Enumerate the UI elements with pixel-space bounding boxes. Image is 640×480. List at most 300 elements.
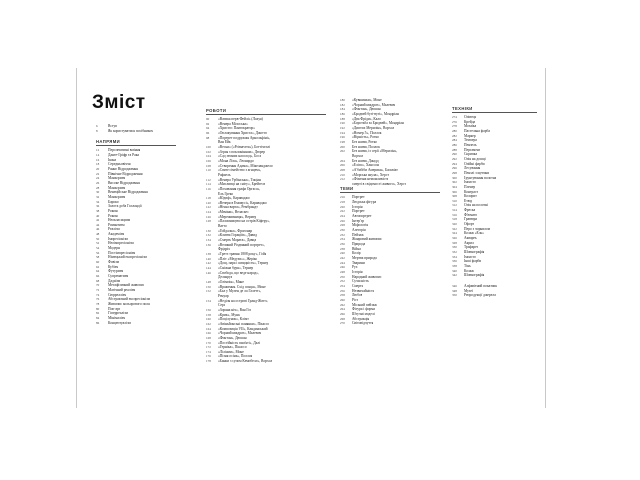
- entry-title: Пастельна фарба: [464, 128, 490, 133]
- entry-title: «Юдиф», Караваджо: [218, 196, 250, 201]
- page-number: 228: [340, 223, 345, 228]
- page-number: 76: [96, 297, 100, 302]
- entry-title: Без назви, із серії «Мерилін»,: [352, 149, 398, 154]
- entry-title: «Фонтан», Дюшан: [352, 107, 381, 112]
- page-number: 142: [206, 261, 211, 266]
- toc-column-4: [452, 106, 537, 298]
- entry-title: «Гойдалка», Фрагонар: [218, 228, 253, 233]
- page-number: 232: [340, 232, 345, 237]
- section-heading: РОБОТИ: [206, 108, 326, 115]
- entry-title: «Кувшинки», Моне: [352, 98, 382, 102]
- page-number: 122: [206, 205, 211, 210]
- entry-title: Абстрактний експресіонізм: [108, 297, 150, 302]
- page-number: 34: [96, 199, 100, 204]
- page-number: 200: [340, 144, 345, 149]
- page-number: 302: [452, 180, 457, 185]
- page-number: 204: [340, 158, 345, 163]
- page-number: 138: [206, 252, 211, 257]
- page-number: 220: [340, 204, 345, 209]
- entry-title: Гравюра: [464, 217, 478, 222]
- page-number: 180: [340, 98, 345, 102]
- entry-title: «Третє травня 1808 року», Гойя: [218, 252, 267, 257]
- page-number: 224: [340, 214, 345, 219]
- entry-title: Війна: [352, 246, 361, 251]
- page-number: 322: [452, 226, 457, 231]
- entry-title: Венеційське Відродження: [108, 190, 148, 195]
- entry-title: Портрет: [352, 195, 365, 200]
- entry-title: Ренуар: [218, 293, 229, 298]
- page-number: 172: [206, 345, 211, 350]
- entry-title: Вступ: [108, 124, 118, 128]
- entry-title: «Номер 5», Поллок: [352, 130, 382, 135]
- page-number: 350: [452, 293, 457, 298]
- page-number: 270: [340, 321, 345, 326]
- entry-title: «Венера Урбінська», Тиціан: [218, 177, 261, 182]
- entry-title: Модерн: [108, 246, 120, 251]
- entry-title: Рококо: [108, 208, 119, 213]
- page-number: 58: [96, 255, 100, 260]
- page-number: 150: [206, 284, 211, 289]
- entry-title: Музеї: [464, 288, 473, 293]
- entry-title: Колір: [352, 251, 361, 256]
- entry-title: «Ватика перв-Фейлі» (Лахуя): [218, 117, 263, 121]
- page-number: 110: [206, 168, 211, 173]
- toc-entry: [340, 321, 440, 326]
- entry-title: «Бродвей бугі-вугі», Мондріан: [352, 111, 399, 116]
- entry-title: Сера: [218, 303, 226, 308]
- entry-title: Смерть: [352, 283, 364, 288]
- entry-title: «Боротьба за Бродвей», Мондріан: [352, 121, 404, 126]
- page-number: 156: [206, 307, 211, 312]
- page-number: 248: [340, 269, 345, 274]
- entry-title: Незвичайність: [352, 288, 375, 293]
- page-number: 22: [96, 171, 100, 176]
- page-number: 246: [340, 265, 345, 270]
- section-heading: ТЕХНІКИ: [452, 106, 537, 113]
- entry-title: Раннє Відродження: [108, 166, 138, 171]
- entry-title: «Мисливці на снігу», Брейгель: [218, 182, 266, 187]
- page-number: 324: [452, 231, 457, 236]
- page-number: 284: [452, 138, 457, 143]
- entry-title: Історія: [352, 269, 363, 274]
- page-number: 20: [96, 166, 100, 171]
- entry-title: Рух: [352, 265, 358, 270]
- page-number: 60: [96, 260, 100, 265]
- page-number: 212: [340, 177, 345, 182]
- page-number: 126: [206, 214, 211, 219]
- entry-title: «Чорний квадрат», Малевич: [352, 102, 396, 107]
- toc-entry: [96, 321, 176, 326]
- entry-title: «Клятва Гораціїв», Давид: [218, 233, 258, 238]
- entry-title: Високе Відродження: [108, 180, 140, 185]
- entry-title: «Фонтан», Дюшан: [218, 335, 247, 340]
- page-number: 16: [96, 157, 100, 162]
- page-number: 234: [340, 237, 345, 242]
- entry-title: Контраст: [464, 189, 479, 194]
- entry-title: Імпасто: [464, 180, 476, 185]
- page-number: 340: [452, 268, 457, 273]
- entry-title: Репродукції джерела: [464, 293, 496, 298]
- page-number: 256: [340, 288, 345, 293]
- page-number: 338: [452, 264, 457, 268]
- entry-title: Штучні моделі: [352, 311, 375, 316]
- entry-title: «Зоряна ніч», Ван Гог: [218, 307, 252, 312]
- page-number: 292: [452, 156, 457, 161]
- page-number: 66: [96, 274, 100, 279]
- entry-title: Пензлі з щетини: [464, 170, 490, 175]
- page-number: 260: [340, 297, 345, 302]
- entry-title: Північне Відродження: [108, 171, 143, 176]
- entry-title: «Смерть Марата», Давид: [218, 238, 257, 243]
- page-number: 198: [340, 139, 345, 144]
- entry-title: Делакруа: [218, 275, 233, 280]
- entry-title: Академізм: [108, 232, 125, 237]
- page-number: 112: [206, 177, 211, 182]
- page-number: 196: [340, 135, 345, 140]
- page-number: 84: [96, 315, 100, 320]
- page-number: 144: [206, 266, 211, 270]
- page-number: 116: [206, 186, 211, 191]
- page-number: 236: [340, 242, 345, 247]
- entry-title: «Вечеря в Еммаусі», Караваджо: [218, 200, 267, 205]
- page-number: 86: [96, 320, 100, 325]
- entry-title: «Бал у Мулен де ла Галетт»,: [218, 289, 262, 294]
- entry-title: Пейзаж: [352, 232, 364, 237]
- entry-title: «Герніка», Пікассо: [218, 345, 247, 350]
- page-number: 216: [340, 195, 345, 200]
- entry-title: «Пліт «Медузи»», Жеріко: [218, 256, 258, 261]
- page-number: 178: [206, 359, 211, 364]
- entry-title: «Фізична неможливість: [352, 177, 389, 182]
- entry-title: Історія: [352, 204, 363, 209]
- entry-title: «Сніжна буря», Тернер: [218, 266, 254, 270]
- entry-title: Світовідчуття: [352, 321, 374, 326]
- entry-title: «Морська акула», Херст: [352, 172, 389, 177]
- page-number: 158: [206, 312, 211, 317]
- page-number: 202: [340, 149, 345, 154]
- page-number: 168: [206, 335, 211, 340]
- entry-title: «Зграя з поклонінням», Дюрер: [218, 149, 266, 154]
- page-number: 290: [452, 152, 457, 157]
- entry-title: Рафаель: [218, 172, 231, 177]
- page-number: 24: [96, 176, 100, 181]
- entry-title: Маньєризм: [108, 176, 126, 181]
- entry-title: Магічний реалізм: [108, 288, 136, 292]
- page-number: 206: [340, 163, 345, 168]
- entry-title: «Мона Ліза», Леонардо: [218, 158, 254, 163]
- page-number: 240: [340, 251, 345, 256]
- entry-title: «Христос Пантократор»: [218, 126, 256, 131]
- page-number: 72: [96, 288, 100, 292]
- entry-title: Без назви, Поллок: [352, 144, 380, 149]
- entry-title: «Оплакування Христа», Джотто: [218, 130, 268, 135]
- entry-title: «Сад земних насолод», Босх: [218, 154, 262, 159]
- entry-title: Середньовіччя: [108, 162, 131, 167]
- entry-title: Перо з чорнилом: [464, 226, 491, 231]
- entry-title: Офорт: [464, 222, 475, 227]
- page-number: 190: [340, 121, 345, 126]
- entry-title: Фовізм: [108, 260, 119, 265]
- entry-title: Імпресіонізм: [108, 236, 128, 241]
- page-number: 132: [206, 233, 211, 238]
- page-number: 254: [340, 283, 345, 288]
- page-number: 38: [96, 208, 100, 213]
- page-number: 346: [452, 283, 457, 288]
- entry-title: Футуризм: [108, 269, 124, 274]
- page-number: 108: [206, 163, 211, 168]
- page-number: 104: [206, 154, 211, 159]
- entry-title: Лесування: [464, 166, 481, 171]
- page-number: 316: [452, 212, 457, 217]
- page-number: 62: [96, 264, 100, 269]
- toc-column-2: [206, 108, 326, 364]
- entry-title: «Еліпс», Ханссон: [352, 163, 379, 168]
- entry-title: «Композиція VII», Кандинський: [218, 326, 268, 331]
- entry-title: «Банки з супом Кемпбелл», Ворхол: [218, 359, 273, 364]
- page-number: 278: [452, 124, 457, 129]
- page-number: 294: [452, 161, 457, 166]
- page-number: 68: [96, 278, 100, 283]
- entry-title: Колорит: [464, 194, 477, 199]
- page-number: 268: [340, 316, 345, 321]
- page-number: 26: [96, 180, 100, 185]
- entry-title: Етюд: [464, 198, 473, 203]
- page-number: 170: [206, 340, 211, 345]
- entry-title: Концептуалізм: [108, 320, 131, 325]
- page-number: 18: [96, 162, 100, 167]
- entry-title: «А'бабіби Америка», Басквіат: [352, 167, 398, 172]
- entry-title: Темпера: [464, 138, 477, 143]
- page-number: 264: [340, 307, 345, 312]
- page-number: 300: [452, 175, 457, 180]
- entry-title: «Ліліями», Моне: [218, 349, 244, 354]
- page-number: 274: [452, 115, 457, 119]
- page-number: 242: [340, 256, 345, 260]
- page-number: 250: [340, 274, 345, 279]
- page-number: 188: [340, 116, 345, 121]
- page-number: 182: [340, 102, 345, 107]
- entry-title: Ворхол: [352, 153, 364, 158]
- page-number: 92: [206, 121, 210, 126]
- page-number: 288: [452, 147, 457, 152]
- page-number: 130: [206, 228, 211, 233]
- entry-title: Кубізм: [108, 264, 119, 269]
- page-number: 262: [340, 302, 345, 307]
- page-number: 30: [96, 190, 100, 195]
- page-number: 40: [96, 213, 100, 218]
- page-number: 280: [452, 128, 457, 133]
- entry-title: Імпасто: [464, 254, 476, 259]
- page-number: 320: [452, 222, 457, 227]
- page-number: 176: [206, 354, 211, 359]
- page-number: 348: [452, 288, 457, 293]
- toc-column-3: [340, 98, 440, 326]
- entry-title: «Дощ, пара і швидкість», Тернер: [218, 261, 269, 266]
- entry-title: Пергамент: [464, 147, 481, 152]
- page-number: 8: [96, 128, 98, 133]
- entry-title: Інтер'єр: [352, 218, 365, 223]
- entry-title: Шовкографія: [464, 250, 485, 255]
- page-number: 78: [96, 301, 100, 306]
- entry-title: Інші фарби: [464, 259, 482, 264]
- page-number: 74: [96, 292, 100, 297]
- entry-title: Тінь: [464, 264, 471, 268]
- page-number: 184: [340, 107, 345, 112]
- entry-title: Бароко: [108, 199, 119, 204]
- entry-title: «Весна» («Primavera»), Боттічеллі: [218, 144, 271, 149]
- entry-title: Олійні фарби: [464, 161, 485, 166]
- toc-entry: [206, 359, 326, 364]
- entry-title: «Великий Різдвяний портрет»,: [218, 242, 265, 247]
- page-number: 152: [206, 289, 211, 294]
- section-heading: ТЕМИ: [340, 186, 440, 193]
- page-number: 308: [452, 194, 457, 199]
- page-number: 96: [206, 130, 210, 135]
- toc-entry: [452, 293, 537, 298]
- page-number: 186: [340, 111, 345, 116]
- entry-title: «Олімпія», Мане: [218, 279, 244, 284]
- entry-title: Маньєризм: [108, 194, 126, 199]
- page-number: 148: [206, 279, 211, 284]
- page-number: 258: [340, 293, 345, 298]
- page-number: 106: [206, 158, 211, 163]
- entry-title: Метафізичний живопис: [108, 283, 145, 288]
- page-number: 310: [452, 198, 457, 203]
- entry-title: Маньєризм: [108, 185, 126, 190]
- entry-title: Ель Греко: [218, 191, 234, 196]
- page-number: 94: [206, 126, 210, 131]
- page-number: 238: [340, 246, 345, 251]
- section-heading: НАПРЯМИ: [96, 139, 176, 146]
- entry-title: Маркер: [464, 133, 476, 138]
- entry-title: Мінімалізм: [108, 315, 126, 320]
- entry-title: Сучасність: [352, 279, 369, 284]
- entry-title: «Поховання графа Оргаса»,: [218, 186, 261, 191]
- toc-column-1: [96, 124, 176, 325]
- entry-title: Пензель: [464, 142, 477, 147]
- entry-title: Фігура і форма: [352, 307, 376, 312]
- page-number: 98: [206, 135, 210, 140]
- entry-title: смерті в свідомості живого», Херст: [352, 181, 407, 186]
- entry-title: Перспективні вміння: [108, 148, 141, 153]
- entry-title: Без назви, Джадд: [352, 158, 379, 163]
- page-number: 318: [452, 217, 457, 222]
- page-number: 12: [96, 148, 100, 153]
- entry-title: «Два Фріди», Кало: [352, 116, 381, 121]
- entry-title: Реалізм: [108, 227, 120, 232]
- entry-title: «Свобода, що веде народ»,: [218, 270, 259, 275]
- entry-title: Мозаїка: [464, 124, 477, 129]
- entry-title: Без назви, Ротко: [352, 139, 377, 144]
- entry-title: Як користуватися посібником: [108, 128, 154, 133]
- page-number: 314: [452, 208, 457, 213]
- entry-title: Золота доба Голландії: [108, 204, 142, 209]
- entry-title: Ріст: [352, 297, 359, 302]
- page-number: 164: [206, 326, 211, 331]
- entry-title: «Постійність пам'яті», Далі: [218, 340, 261, 345]
- page-number: 124: [206, 210, 211, 215]
- page-number: 304: [452, 184, 457, 189]
- entry-title: Крейда: [464, 119, 476, 124]
- entry-title: Людська фігура: [352, 200, 377, 205]
- entry-title: «Меніни», Веласкес: [218, 210, 249, 215]
- entry-title: Неоімпресіонізм: [108, 241, 134, 246]
- entry-title: «Святе сімейство з агнцем»,: [218, 168, 262, 173]
- page-number: 326: [452, 236, 457, 241]
- page-number: 244: [340, 260, 345, 265]
- entry-title: Міфологія: [352, 223, 368, 228]
- entry-title: Рококо: [108, 213, 119, 218]
- page-number: 162: [206, 321, 211, 326]
- page-number: 52: [96, 241, 100, 246]
- page-number: 118: [206, 196, 211, 201]
- page-number: 46: [96, 227, 100, 232]
- page-number: 266: [340, 311, 345, 316]
- entry-title: «Мереживниця», Вермер: [218, 214, 257, 219]
- entry-title: Ф'юмато: [464, 212, 478, 217]
- page-number: 342: [452, 273, 457, 278]
- entry-title: Романтизм: [108, 222, 125, 227]
- page-number: 306: [452, 189, 457, 194]
- entry-title: Мертва природа: [352, 256, 377, 260]
- entry-title: «Крик», Мунк: [218, 312, 240, 317]
- page-number: 32: [96, 194, 100, 199]
- entry-title: Тварини: [352, 260, 365, 265]
- entry-title: Народний живопис: [352, 274, 382, 279]
- entry-title: Дадаїзм: [108, 278, 121, 283]
- entry-title: «Венера Мілоська»: [218, 121, 248, 126]
- entry-title: Скрипка: [464, 152, 478, 157]
- entry-title: Акрил: [464, 240, 474, 245]
- page-title: Зміст: [92, 92, 146, 113]
- page-number: 44: [96, 222, 100, 227]
- entry-title: Автопортрет: [352, 214, 372, 219]
- page-number: 312: [452, 203, 457, 208]
- page-number: 192: [340, 125, 345, 130]
- page-number: 194: [340, 130, 345, 135]
- entry-title: Постімпресіонізм: [108, 250, 136, 255]
- page-number: 128: [206, 219, 211, 224]
- entry-title: Жанровий живопис: [352, 237, 383, 242]
- page-number: 286: [452, 142, 457, 147]
- page-number: 276: [452, 119, 457, 124]
- entry-title: «Нічна варта», Рембрандт: [218, 205, 258, 210]
- page-number: 54: [96, 246, 100, 251]
- entry-title: Олія на дошці: [464, 156, 486, 161]
- page-number: 28: [96, 185, 100, 190]
- page-number: 50: [96, 236, 100, 241]
- page-number: 114: [206, 182, 211, 187]
- page-number: 36: [96, 204, 100, 209]
- page-number: 296: [452, 166, 457, 171]
- page-number: 330: [452, 245, 457, 250]
- entry-title: Природа: [352, 242, 366, 247]
- entry-title: Гіперреалізм: [108, 311, 128, 316]
- entry-title: Ґрунтування полотна: [464, 175, 497, 180]
- entry-title: Ватто: [218, 224, 227, 229]
- entry-title: Алфавітний показчик: [464, 283, 498, 288]
- entry-title: Портрет: [352, 209, 365, 214]
- entry-title: «Чорний квадрат», Малевич: [218, 331, 262, 336]
- entry-title: Трафарет: [464, 245, 479, 250]
- page-number: 332: [452, 250, 457, 255]
- entry-title: Поп-арт: [108, 306, 121, 311]
- entry-title: Данте-Гріфр та Рака: [108, 152, 139, 157]
- entry-title: Супрематизм: [108, 274, 129, 279]
- page-number: 160: [206, 317, 211, 322]
- page-number: 210: [340, 172, 345, 177]
- entry-title: «Створення Адама», Мікеланджело: [218, 163, 273, 168]
